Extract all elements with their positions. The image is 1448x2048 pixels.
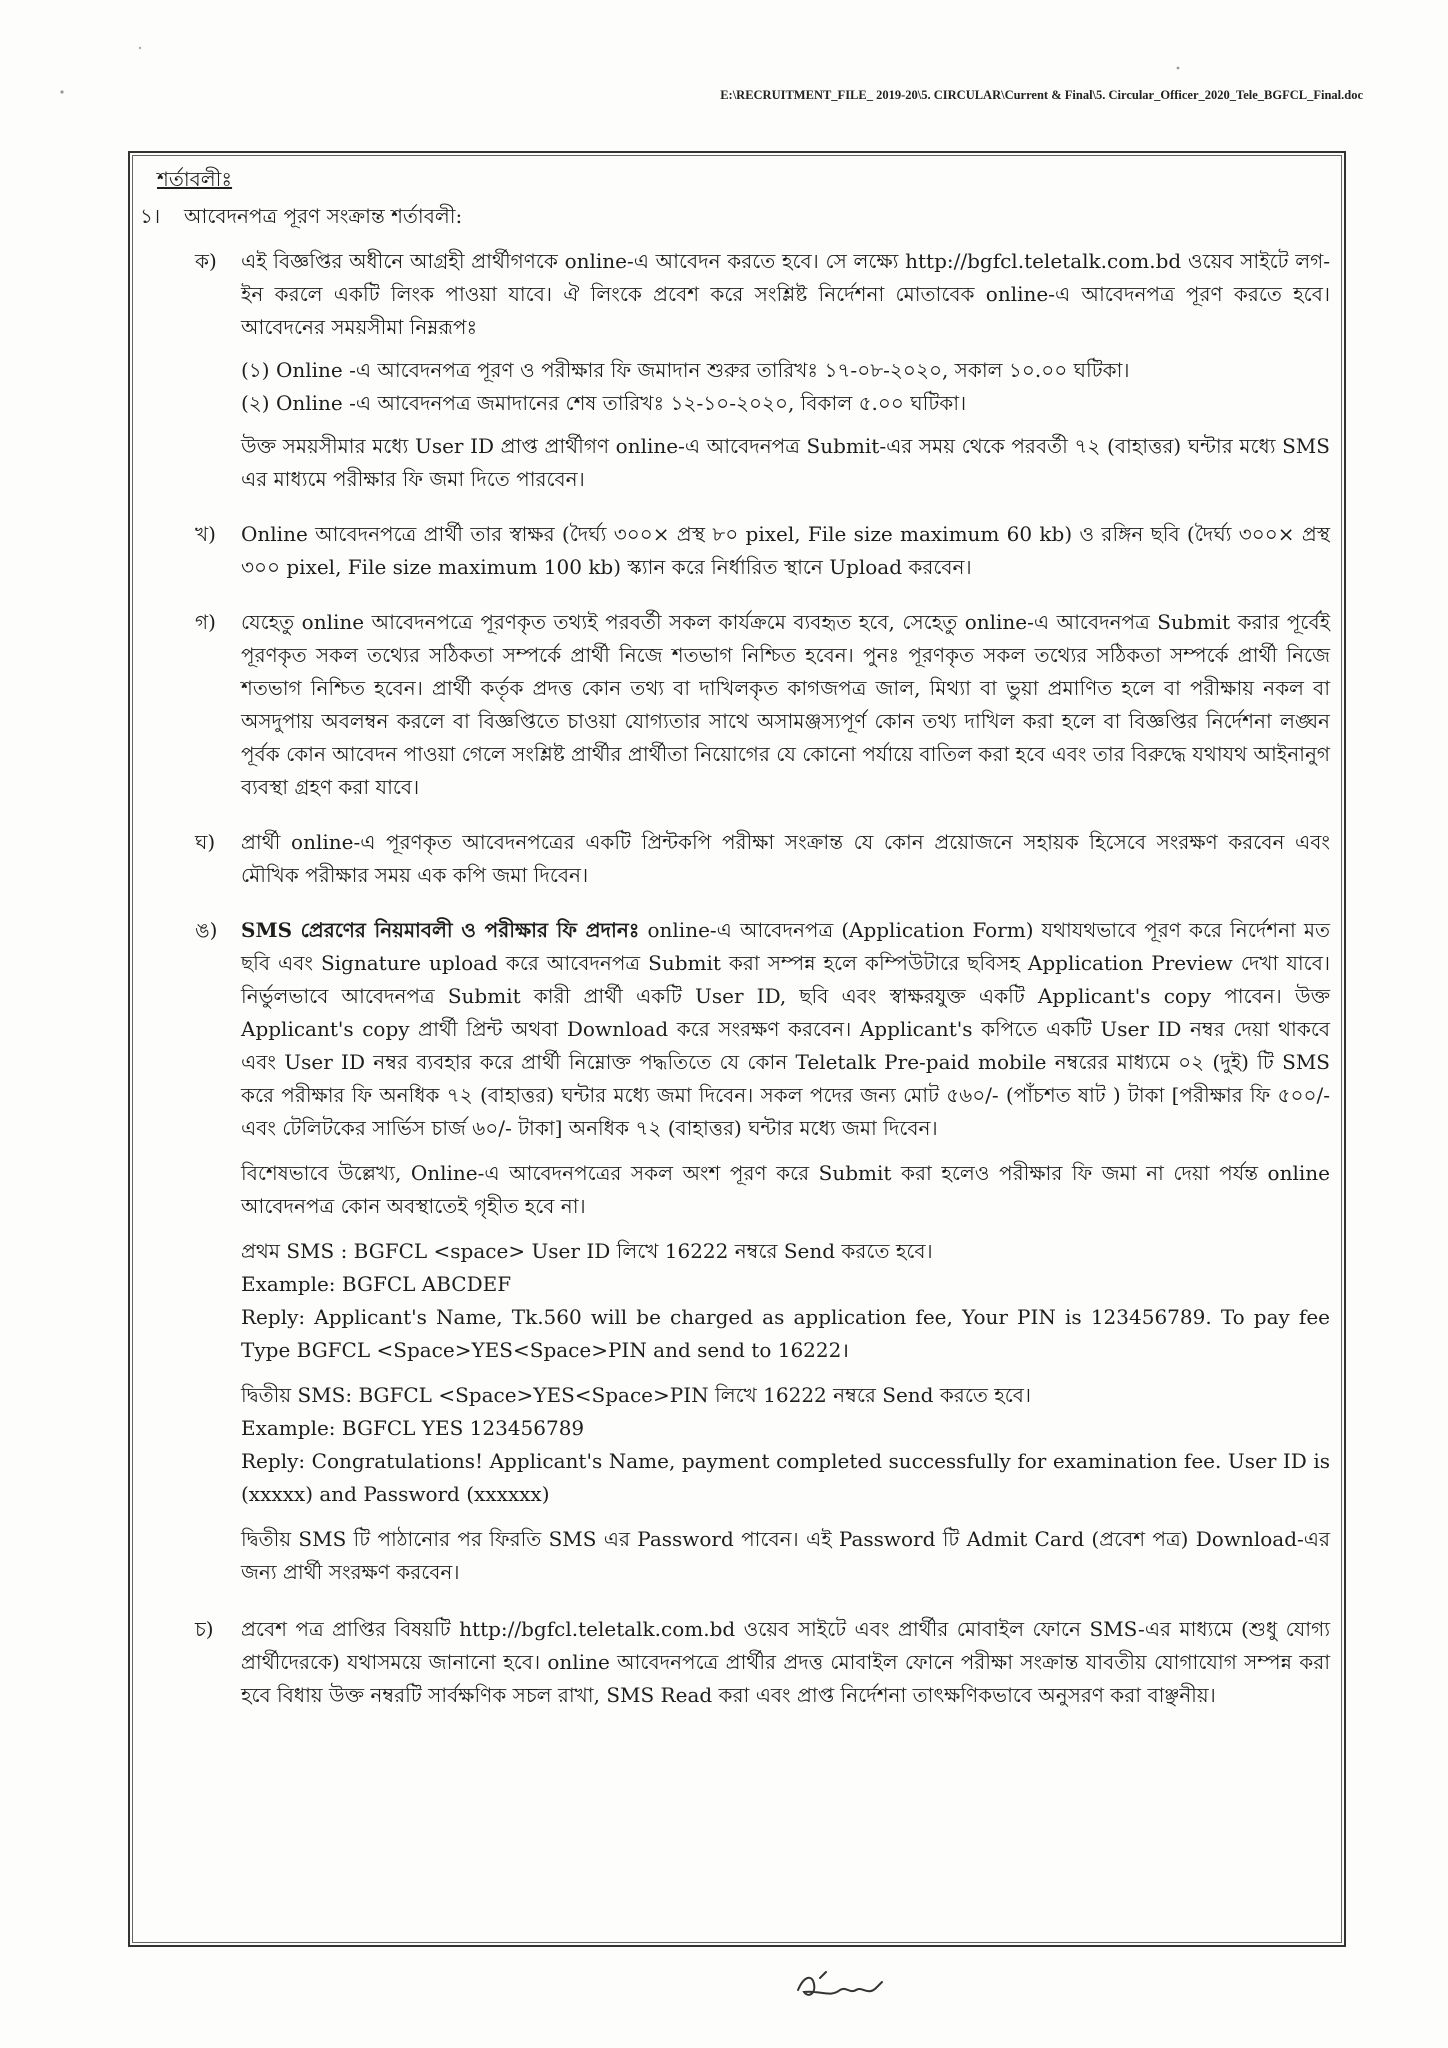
conditions-content [140, 163, 1330, 1935]
second-sms-block [241, 1379, 1330, 1511]
item-cha [195, 1613, 1330, 1722]
special-note: বিশেষভাবে উল্লেখ্য, Online-এ আবেদনপত্রের সকল অংশ পূরণ করে Submit করা হলেও পরীক্ষার ফি জমা না দেয়া পর্যন্ত online আবেদনপত্র কোন অবস্থাতেই গৃহীত হবে না। [241, 1161, 1330, 1218]
section-heading-row [140, 200, 1330, 233]
item-body [241, 914, 1330, 1601]
first-sms-reply: Reply: Applicant's Name, Tk.560 will be charged as application fee, Your PIN is 123456789. To pay fee Type BGFCL <Space>YES<Space>PIN and send to 16222। [241, 1305, 1330, 1362]
item-paragraph: প্রবেশ পত্র প্রাপ্তির বিষয়টি http://bgfcl.teletalk.com.bd ওয়েব সাইটে এবং প্রার্থীর মোবাইল ফোনে SMS-এর মাধ্যমে (শুধু যোগ্য প্রার্থীদেরকে) যথাসময়ে জানানো হবে। online আবেদনপত্রে প্রার্থীর প্রদত্ত মোবাইল ফোনে পরীক্ষা সংক্রান্ত যাবতীয় যোগাযোগ সম্পন্ন করা হবে বিধায় উক্ত নম্বরটি সার্বক্ষণিক সচল রাখা, SMS Read করা এবং প্রাপ্ত নির্দেশনা তাৎক্ষণিকভাবে অনুসরণ করা বাঞ্ছনীয়। [241, 1617, 1330, 1707]
first-sms-example: Example: BGFCL ABCDEF [241, 1272, 512, 1296]
second-sms-instruction: দ্বিতীয় SMS: BGFCL <Space>YES<Space>PIN লিখে 16222 নম্বরে Send করতে হবে। [241, 1383, 1032, 1407]
item-body [241, 826, 1330, 902]
section-heading: আবেদনপত্র পূরণ সংক্রান্ত শর্তাবলী: [184, 204, 463, 228]
password-note: দ্বিতীয় SMS টি পাঠানোর পর ফিরতি SMS এর Password পাবেন। এই Password টি Admit Card (প্রবেশ পত্র) Download-এর জন্য প্রার্থী সংরক্ষণ করবেন। [241, 1527, 1330, 1584]
item-paragraph: উক্ত সময়সীমার মধ্যে User ID প্রাপ্ত প্রার্থীগণ online-এ আবেদনপত্র Submit-এর সময় থেকে পরবর্তী ৭২ (বাহাত্তর) ঘন্টার মধ্যে SMS এর মাধ্যমে পরীক্ষার ফি জমা দিতে পারবেন। [241, 434, 1330, 491]
item-label: চ) [195, 1617, 214, 1641]
second-sms-example: Example: BGFCL YES 123456789 [241, 1416, 585, 1440]
conditions-title: শর্তাবলীঃ [157, 167, 233, 191]
signature-mark [790, 1968, 890, 2008]
start-date-line: (১) Online -এ আবেদনপত্র পূরণ ও পরীক্ষার ফি জমাদান শুরুর তারিখঃ ১৭-০৮-২০২০, সকাল ১০.০০ ঘটিকা। [241, 358, 1130, 382]
scan-specks [0, 0, 1448, 200]
item-label: ঘ) [195, 830, 216, 854]
item-ga [195, 606, 1330, 814]
item-label: খ) [195, 522, 216, 546]
date-lines [241, 354, 1330, 420]
item-paragraph [241, 914, 1330, 1145]
item-kha [195, 518, 1330, 594]
sms-rules-text: online-এ আবেদনপত্র (Application Form) যথাযথভাবে পূরণ করে নির্দেশনা মত ছবি এবং Signature upload করে আবেদনপত্র Submit করা সম্পন্ন হলে কম্পিউটারে ছবিসহ Application Preview দেখা যাবে। নির্ভুলভাবে আবেদনপত্র Submit কারী প্রার্থী একটি User ID, ছবি এবং স্বাক্ষরযুক্ত একটি Applicant's copy পাবেন। উক্ত Applicant's copy প্রার্থী প্রিন্ট অথবা Download করে সংরক্ষণ করবেন। Applicant's কপিতে একটি User ID নম্বর দেয়া থাকবে এবং User ID নম্বর ব্যবহার করে প্রার্থী নিম্নোক্ত পদ্ধতিতে যে কোন Teletalk Pre-paid mobile নম্বরের মাধ্যমে ০২ (দুই) টি SMS করে পরীক্ষার ফি অনধিক ৭২ (বাহাত্তর) ঘন্টার মধ্যে জমা দিবেন। সকল পদের জন্য মোট ৫৬০/- (পাঁচশত ষাট ) টাকা [পরীক্ষার ফি ৫০০/- এবং টেলিটকের সার্ভিস চার্জ ৬০/- টাকা] অনধিক ৭২ (বাহাত্তর) ঘন্টার মধ্যে জমা দিবেন। [241, 918, 1330, 1140]
second-sms-reply: Reply: Congratulations! Applicant's Name, payment completed successfully for examination fee. User ID is (xxxxx) and Password (xxxxxx) [241, 1449, 1330, 1506]
item-body [241, 245, 1330, 506]
item-uo [195, 914, 1330, 1601]
item-paragraph: Online আবেদনপত্রে প্রার্থী তার স্বাক্ষর (দৈর্ঘ্য ৩০০× প্রস্থ ৮০ pixel, File size maximum 60 kb) ও রঙ্গিন ছবি (দৈর্ঘ্য ৩০০× প্রস্থ ৩০০ pixel, File size maximum 100 kb) স্ক্যান করে নির্ধারিত স্থানে Upload করবেন। [241, 522, 1330, 579]
item-body [241, 606, 1330, 814]
sms-rules-heading: SMS প্রেরণের নিয়মাবলী ও পরীক্ষার ফি প্রদানঃ [241, 918, 640, 942]
item-paragraph: যেহেতু online আবেদনপত্রে পূরণকৃত তথ্যই পরবর্তী সকল কার্যক্রমে ব্যবহৃত হবে, সেহেতু online-এ আবেদনপত্র Submit করার পূর্বেই পূরণকৃত সকল তথ্যের সঠিকতা সম্পর্কে প্রার্থী নিজে শতভাগ নিশ্চিত হবেন। পুনঃ পূরণকৃত সকল তথ্যের সঠিকতা সম্পর্কে প্রার্থী নিজে শতভাগ নিশ্চিত হবেন। প্রার্থী কর্তৃক প্রদত্ত কোন তথ্য বা দাখিলকৃত কাগজপত্র জাল, মিথ্যা বা ভুয়া প্রমাণিত হলে বা পরীক্ষায় নকল বা অসদুপায় অবলম্বন করলে বা বিজ্ঞপ্তিতে চাওয়া যোগ্যতার সাথে অসামঞ্জস্যপূর্ণ কোন তথ্য দাখিল করা হলে বা বিজ্ঞপ্তির নির্দেশনা লঙ্ঘন পূর্বক কোন আবেদন পাওয়া গেলে সংশ্লিষ্ট প্রার্থীর প্রার্থীতা নিয়োগের যে কোনো পর্যায়ে বাতিল করা হবে এবং তার বিরুদ্ধে যথাযথ আইনানুগ ব্যবস্থা গ্রহণ করা যাবে। [241, 610, 1330, 799]
item-label: ক) [195, 249, 217, 273]
item-label: ঙ) [195, 918, 218, 942]
end-date-line: (২) Online -এ আবেদনপত্র জমাদানের শেষ তারিখঃ ১২-১০-২০২০, বিকাল ৫.০০ ঘটিকা। [241, 391, 967, 415]
first-sms-block [241, 1235, 1330, 1367]
item-gha [195, 826, 1330, 902]
file-path-header: E:\RECRUITMENT_FILE_ 2019-20\5. CIRCULAR\Current & Final\5. Circular_Officer_2020_Tele_BGFCL_Final.doc [720, 88, 1363, 102]
item-body [241, 518, 1330, 594]
item-label: গ) [195, 610, 216, 634]
first-sms-instruction: প্রথম SMS : BGFCL <space> User ID লিখে 16222 নম্বরে Send করতে হবে। [241, 1239, 933, 1263]
item-body [241, 1613, 1330, 1722]
conditions-frame [128, 151, 1346, 1947]
item-paragraph: প্রার্থী online-এ পূরণকৃত আবেদনপত্রের একটি প্রিন্টকপি পরীক্ষা সংক্রান্ত যে কোন প্রয়োজনে সহায়ক হিসেবে সংরক্ষণ করবেন এবং মৌখিক পরীক্ষার সময় এক কপি জমা দিবেন। [241, 830, 1330, 887]
item-ka [195, 245, 1330, 506]
item-paragraph: এই বিজ্ঞপ্তির অধীনে আগ্রহী প্রার্থীগণকে online-এ আবেদন করতে হবে। সে লক্ষ্যে http://bgfcl.teletalk.com.bd ওয়েব সাইটে লগ-ইন করলে একটি লিংক পাওয়া যাবে। ঐ লিংকে প্রবেশ করে সংশ্লিষ্ট নির্দেশনা মোতাবেক online-এ আবেদনপত্র পূরণ করতে হবে। আবেদনের সময়সীমা নিম্নরূপঃ [241, 249, 1330, 339]
section-number: ১। [140, 204, 161, 228]
